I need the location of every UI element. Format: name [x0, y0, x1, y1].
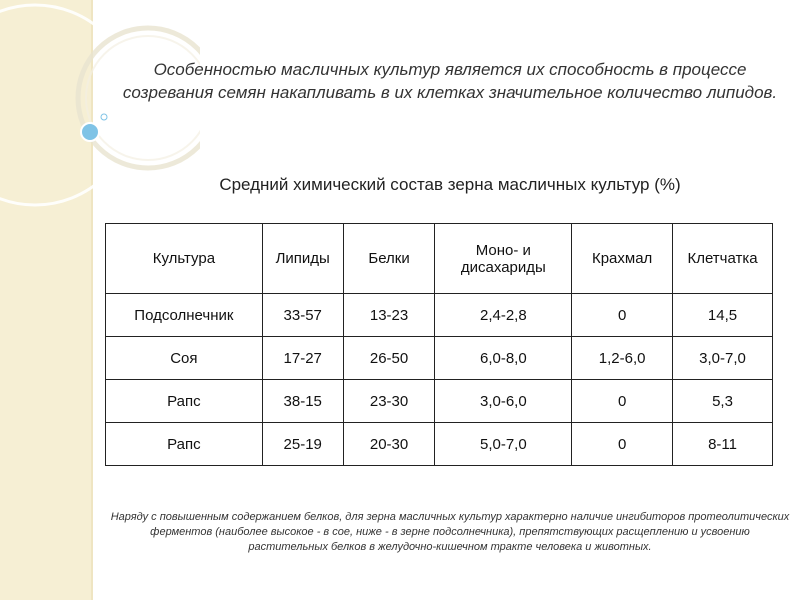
table-row: [106, 337, 773, 380]
cell-culture: Рапс: [106, 380, 263, 423]
header-saccharides: Моно- и дисахариды: [435, 224, 572, 294]
cell-proteins: 26-50: [343, 337, 435, 380]
intro-paragraph: Особенностью масличных культур является их способность в процессе созревания семян накапливать в их клетках значительное количество липидов.: [122, 60, 778, 102]
cell-culture: Рапс: [106, 423, 263, 466]
cell-starch: 0: [572, 294, 673, 337]
cell-lipids: 17-27: [262, 337, 343, 380]
cell-proteins: 20-30: [343, 423, 435, 466]
cell-saccharides: 5,0-7,0: [435, 423, 572, 466]
table-caption: Средний химический состав зерна масличных культур (%): [219, 175, 681, 194]
cell-fiber: 14,5: [673, 294, 773, 337]
cell-starch: 0: [572, 423, 673, 466]
cell-fiber: 8-11: [673, 423, 773, 466]
composition-table: [105, 223, 773, 466]
header-proteins: Белки: [343, 224, 435, 294]
header-starch: Крахмал: [572, 224, 673, 294]
header-culture: Культура: [106, 224, 263, 294]
footer-note: Наряду с повышенным содержанием белков, для зерна масличных культур характерно наличие ингибиторов протеолитических ферментов (наиболее высокое - в сое, ниже - в зерне подсолнечника), препятствующих расщеплению и усвоению растительных белков в желудочно-кишечном тракте человека и животных.: [110, 511, 790, 553]
cell-saccharides: 3,0-6,0: [435, 380, 572, 423]
cell-saccharides: 2,4-2,8: [435, 294, 572, 337]
cell-proteins: 23-30: [343, 380, 435, 423]
table-row: [106, 380, 773, 423]
small-bubble: [101, 114, 107, 120]
header-fiber: Клетчатка: [673, 224, 773, 294]
header-lipids: Липиды: [262, 224, 343, 294]
cell-saccharides: 6,0-8,0: [435, 337, 572, 380]
table-row: [106, 294, 773, 337]
cell-lipids: 38-15: [262, 380, 343, 423]
cell-proteins: 13-23: [343, 294, 435, 337]
cell-culture: Подсолнечник: [106, 294, 263, 337]
cell-fiber: 3,0-7,0: [673, 337, 773, 380]
table-header-row: [106, 224, 773, 294]
blue-bubble: [81, 123, 99, 141]
cell-starch: 1,2-6,0: [572, 337, 673, 380]
cell-lipids: 25-19: [262, 423, 343, 466]
cell-starch: 0: [572, 380, 673, 423]
table-row: [106, 423, 773, 466]
cell-culture: Соя: [106, 337, 263, 380]
cell-lipids: 33-57: [262, 294, 343, 337]
cell-fiber: 5,3: [673, 380, 773, 423]
